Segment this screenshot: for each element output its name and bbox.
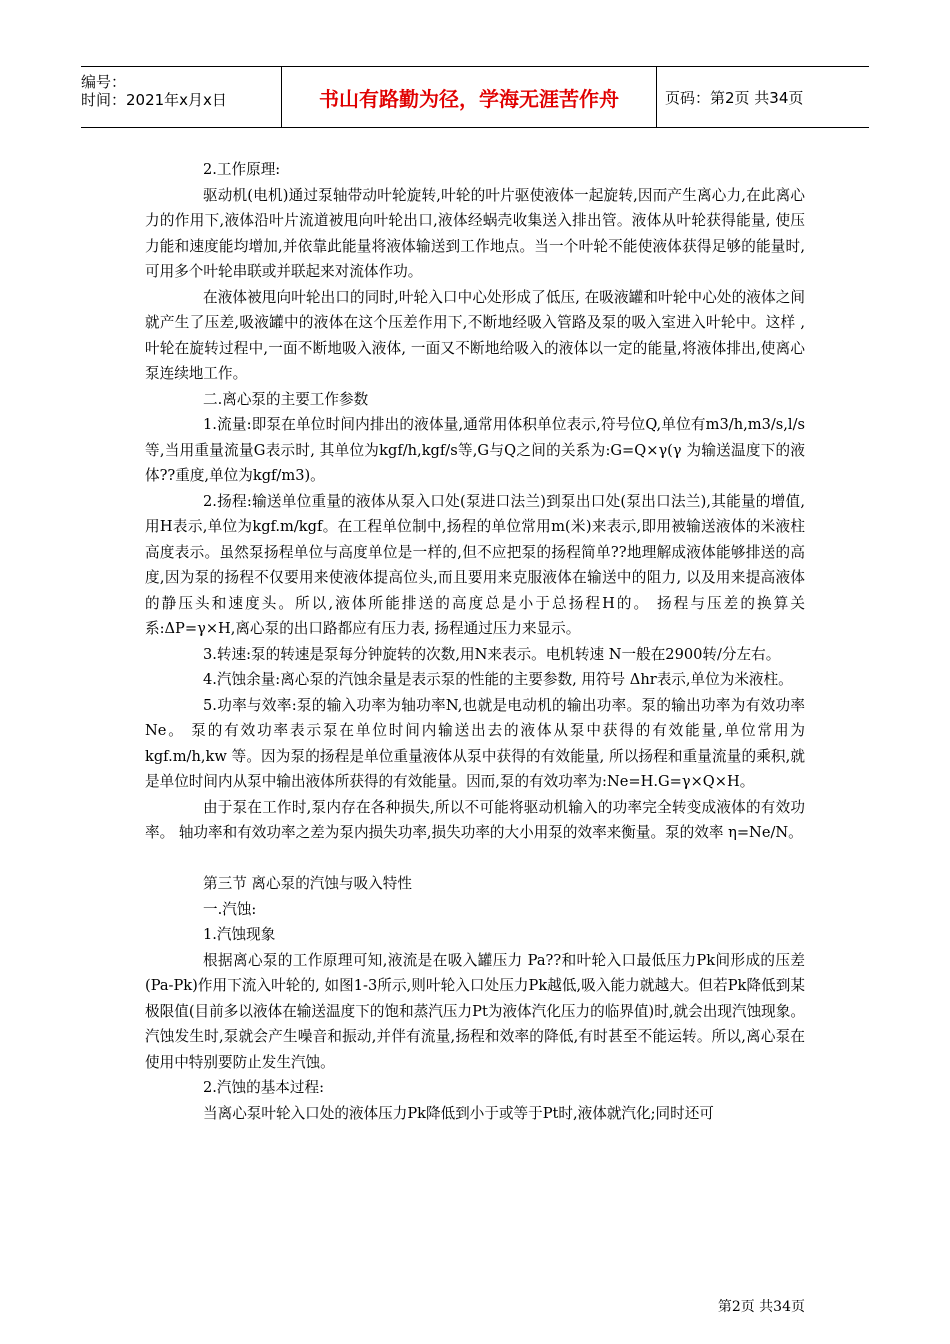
document-number-label: 编号： <box>81 73 127 91</box>
paragraph: 当离心泵叶轮入口处的液体压力Pk降低到小于或等于Pt时,液体就汽化;同时还可 <box>203 1104 714 1122</box>
paragraph: 2.工作原理: <box>203 161 281 178</box>
document-body <box>145 157 805 1126</box>
section-heading: 二.离心泵的主要工作参数 <box>203 390 369 408</box>
header-page-info: 页码：第2页 共34页 <box>665 88 804 107</box>
paragraph: 由于泵在工作时,泵内存在各种损失,所以不可能将驱动机输入的功率完全转变成液体的有效功率。 轴功率和有效功率之差为泵内损失功率,损失功率的大小用泵的效率来衡量。泵的效率 η=Ne/N。 <box>145 798 805 841</box>
subsection-heading: 2.汽蚀的基本过程: <box>203 1079 324 1096</box>
paragraph: 5.功率与效率:泵的输入功率为轴功率N,也就是电动机的输出功率。泵的输出功率为有效功率Ne。 泵的有效功率表示泵在单位时间内输送出去的液体从泵中获得的有效能量,单位常用为kgf.m/h,kw 等。因为泵的扬程是单位重量液体从泵中获得的有效能量, 所以扬程和重量流量的乘积,就是单位时间内从泵中输出液体所获得的有效能量。因而,泵的有效功率为:Ne=H.G=γ×Q×H。 <box>145 696 805 790</box>
paragraph: 在液体被甩向叶轮出口的同时,叶轮入口中心处形成了低压, 在吸液罐和叶轮中心处的液体之间就产生了压差,吸液罐中的液体在这个压差作用下,不断地经吸入管路及泵的吸入室进入叶轮中。这样 ,叶轮在旋转过程中,一面不断地吸入液体, 一面又不断地给吸入的液体以一定的能量,将液体排出,使离心泵连续地工作。 <box>145 288 805 382</box>
subsection-heading: 1.汽蚀现象 <box>203 926 276 943</box>
paragraph: 驱动机(电机)通过泵轴带动叶轮旋转,叶轮的叶片驱使液体一起旋转,因而产生离心力,在此离心力的作用下,液体沿叶片流道被甩向叶轮出口,液体经蜗壳收集送入排出管。液体从叶轮获得能量, 使压力能和速度能均增加,并依靠此能量将液体输送到工作地点。当一个叶轮不能使液体获得足够的能量时,可用多个叶轮串联或并联起来对流体作功。 <box>145 186 805 280</box>
chapter-heading: 第三节 离心泵的汽蚀与吸入特性 <box>203 875 412 892</box>
page-header <box>81 66 869 128</box>
header-motto: 书山有路勤为径，学海无涯苦作舟 <box>282 67 657 127</box>
paragraph: 根据离心泵的工作原理可知,液流是在吸入罐压力 Pa??和叶轮入口最低压力Pk间形成的压差(Pa-Pk)作用下流入叶轮的, 如图1-3所示,则叶轮入口处压力Pk越低,吸入能力就越大。但若Pk降低到某极限值(目前多以液体在输送温度下的饱和蒸汽压力Pt为液体汽化压力的临界值)时,就会出现汽蚀现象。汽蚀发生时,泵就会产生噪音和振动,并伴有流量,扬程和效率的降低,有时甚至不能运转。所以,离心泵在使用中特别要防止发生汽蚀。 <box>145 951 805 1071</box>
section-heading: 一.汽蚀: <box>203 900 257 918</box>
header-meta <box>81 67 282 127</box>
paragraph: 4.汽蚀余量:离心泵的汽蚀余量是表示泵的性能的主要参数, 用符号 Δhr表示,单位为米液柱。 <box>203 671 793 688</box>
paragraph: 2.扬程:输送单位重量的液体从泵入口处(泵进口法兰)到泵出口处(泵出口法兰),其能量的增值,用H表示,单位为kgf.m/kgf。在工程单位制中,扬程的单位常用m(米)来表示,即用被输送液体的米液柱高度表示。虽然泵扬程单位与高度单位是一样的,但不应把泵的扬程简单??地理解成液体能够排送的高度,因为泵的扬程不仅要用来使液体提高位头,而且要用来克服液体在输送中的阻力, 以及用来提高液体的静压头和速度头。所以,液体所能排送的高度总是小于总扬程H的。 扬程与压差的换算关系:ΔP=γ×H,离心泵的出口路都应有压力表, 扬程通过压力来显示。 <box>145 492 805 637</box>
paragraph: 1.流量:即泵在单位时间内排出的液体量,通常用体积单位表示,符号位Q,单位有m3/h,m3/s,l/s等,当用重量流量G表示时, 其单位为kgf/h,kgf/s等,G与Q之间的关系为:G=Q×γ(γ 为输送温度下的液体??重度,单位为kgf/m3)。 <box>145 416 805 484</box>
document-date: 时间：2021年x月x日 <box>81 91 227 109</box>
page-footer: 第2页 共34页 <box>717 1299 805 1315</box>
paragraph: 3.转速:泵的转速是泵每分钟旋转的次数,用N来表示。电机转速 N一般在2900转/分左右。 <box>203 645 781 663</box>
